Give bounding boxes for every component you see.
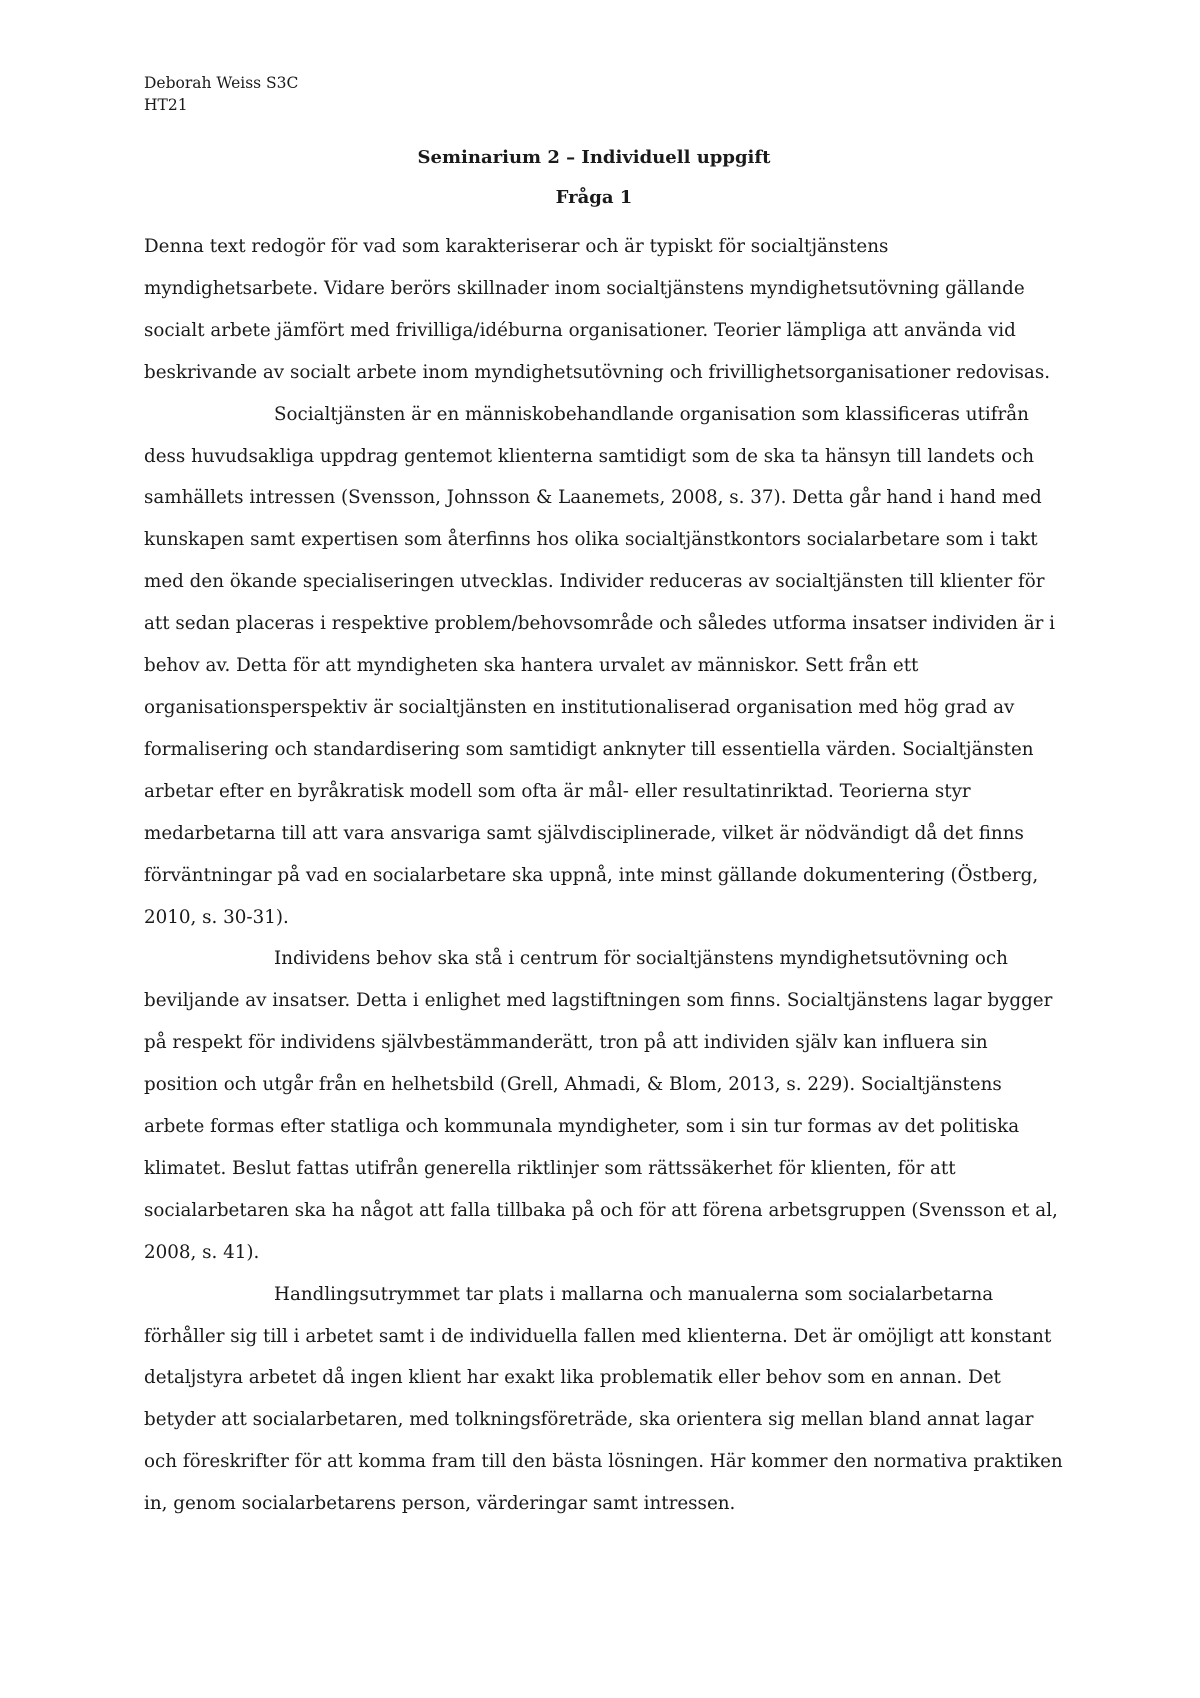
body-paragraph: Handlingsutrymmet tar plats i mallarna och manualerna som socialarbetarna förhåller sig till i arbetet samt i de individuella fallen med klienterna. Det är omöjligt att konstant detaljstyra arbetet då ingen klient har exakt lika problematik eller behov som en annan. Det betyder att socialarbetaren, med tolkningsföreträde, ska orientera sig mellan bland annat lagar och föreskrifter för att komma fram till den bästa lösningen. Här kommer den normativa praktiken in, genom socialarbetarens person, värderingar samt intressen. bbox=[144, 1283, 1063, 1515]
term-line: HT21 bbox=[144, 96, 188, 114]
document-body bbox=[144, 226, 1064, 1525]
body-paragraph: Individens behov ska stå i centrum för socialtjänstens myndighetsutövning och beviljande av insatser. Detta i enlighet med lagstiftningen som finns. Socialtjänstens lagar bygger på respekt för individens självbestämmanderätt, tron på att individen själv kan influera sin position och utgår från en helhetsbild (Grell, Ahmadi, & Blom, 2013, s. 229). Socialtjänstens arbete formas efter statliga och kommunala myndigheter, som i sin tur formas av det politiska klimatet. Beslut fattas utifrån generella riktlinjer som rättssäkerhet för klienten, för att socialarbetaren ska ha något att falla tillbaka på och för att förena arbetsgruppen (Svensson et al, 2008, s. 41). bbox=[144, 948, 1058, 1263]
body-paragraph: Denna text redogör för vad som karakteriserar och är typiskt för socialtjänstens myndighetsarbete. Vidare berörs skillnader inom socialtjänstens myndighetsutövning gällande socialt arbete jämfört med frivilliga/idéburna organisationer. Teorier lämpliga att använda vid beskrivande av socialt arbete inom myndighetsutövning och frivillighetsorganisationer redovisas. bbox=[144, 236, 1051, 383]
document-title: Seminarium 2 – Individuell uppgift bbox=[417, 147, 771, 168]
question-heading: Fråga 1 bbox=[555, 187, 633, 208]
author-line: Deborah Weiss S3C bbox=[144, 74, 299, 92]
body-paragraph: Socialtjänsten är en människobehandlande organisation som klassificeras utifrån dess huvudsakliga uppdrag gentemot klienterna samtidigt som de ska ta hänsyn till landets och samhällets intressen (Svensson, Johnsson & Laanemets, 2008, s. 37). Detta går hand i hand med kunskapen samt expertisen som återfinns hos olika socialtjänstkontors socialarbetare som i takt med den ökande specialiseringen utvecklas. Individer reduceras av socialtjänsten till klienter för att sedan placeras i respektive problem/behovsområde och således utforma insatser individen är i behov av. Detta för att myndigheten ska hantera urvalet av människor. Sett från ett organisationsperspektiv är socialtjänsten en institutionaliserad organisation med hög grad av formalisering och standardisering som samtidigt anknyter till essentiella värden. Socialtjänsten arbetar efter en byråkratisk modell som ofta är mål- eller resultatinriktad. Teorierna styr medarbetarna till att vara ansvariga samt självdisciplinerade, vilket är nödvändigt då det finns förväntningar på vad en socialarbetare ska uppnå, inte minst gällande dokumentering (Östberg, 2010, s. 30-31). bbox=[144, 403, 1056, 928]
document-header bbox=[144, 72, 298, 116]
